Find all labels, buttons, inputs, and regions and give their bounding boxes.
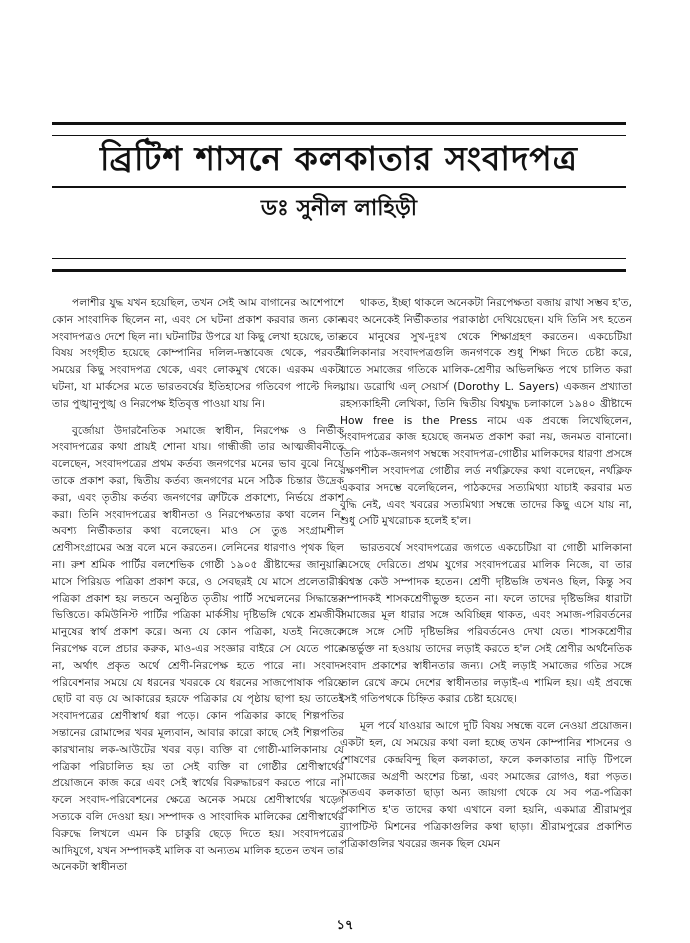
title-rule-top [52, 122, 626, 136]
title-rule-bottom [52, 258, 626, 272]
left-column [52, 295, 344, 920]
article-title: ব্রিটিশ শাসনে কলকাতার সংবাদপত্র [100, 139, 578, 178]
article-author: ডঃ সুনীল লাহিড়ী [260, 196, 418, 221]
paragraph: মূল পর্বে যাওয়ার আগে দুটি বিষয় সম্বন্ধে বলে নেওয়া প্রয়োজন। একটা হল, যে সময়ের কথা বলা হচ্ছে তখন কোম্পানির শাসনের ও শোষণের কেন্দ্রবিন্দু ছিল কলকাতা, ফলে কলকাতার নাড়ি টিপলে সমাজের অগ্রণী অংশের চিন্তা, এবং সমাজের রোগও, ধরা পড়ত। অতএব কলকাতা ছাড়া অন্য জায়গা থেকে যে সব পত্র-পত্রিকা প্রকাশিত হ'ত তাদের কথা এখানে বলা হয়নি, একমাত্র শ্রীরামপুর ব্যাপটিস্ট মিশনের পত্রিকাগুলির কথা ছাড়া। শ্রীরামপুরের প্রকাশিত পত্রিকাগুলির খবরের জনক ছিল যেমন [340, 720, 632, 850]
title-divider [52, 186, 626, 188]
paragraph: থাকত, ইচ্ছা থাকলে অনেকটা নিরপেক্ষতা বজায় রাখা সম্ভব হ'ত, এবং অনেকেই নির্ভীকতার পরাকাষ্ঠা দেখিয়েছেন। যদি তিনি সৎ হতেন তবে মানুষের সুখ-দুঃখ থেকে শিক্ষাগ্রহণ করতেন। একচেটিয়া মালিকানার সংবাদপত্রগুলি জনগণকে শুধু শিক্ষা দিতে চেষ্টা করে, যাতে সমাজের গতিকে মালিক-শ্রেণীর অভিলক্ষিত পথে চালিত করা যায়। ডরোথি এল্‌ সেয়ার্স (Dorothy L. Sayers) একজন প্রখ্যাতা রহস্যকাহিনী লেখিকা, তিনি দ্বিতীয় বিশ্বযুদ্ধ চলাকালে ১৯৪০ খ্রীষ্টাব্দে How free is the Press নামে এক প্রবন্ধে লিখেছিলেন, সংবাদপত্রের কাজ হয়েছে জনমত প্রকাশ করা নয়, জনমত বানানো। তিনি পাঠক-জনগণ সম্বন্ধে সংবাদপত্র-গোষ্ঠীর মালিকদের ধারণা প্রসঙ্গে রক্ষণশীল সংবাদপত্র গোষ্ঠীর লর্ড নর্থক্লিফের কথা বলেছেন, নর্থক্লিফ একবার সদম্ভে বলেছিলেন, পাঠকদের সত্যমিথ্যা যাচাই করবার মত বুদ্ধি নেই, এবং খবরের সত্যমিথ্যা সম্বন্ধে তাদের কিছু এসে যায় না, শুধু সেটি মুখরোচক হলেই হ'ল। [340, 297, 632, 528]
paragraph: পলাশীর যুদ্ধ যখন হয়েছিল, তখন সেই আম বাগানের আশেপাশে কোন সাংবাদিক ছিলেন না, এবং সে ঘটনা প্রকাশ করবার জন্য কোন সংবাদপত্রও দেশে ছিল না। ঘটনাটির উপরে যা কিছু লেখা হয়েছে, তার বিষয় সংগৃহীত হয়েছে কোম্পানির দলিল-দস্তাবেজ থেকে, পরবর্তী সময়ের কিছু সংবাদপত্র থেকে, এবং লোকমুখ থেকে। এরকম একটা ঘটনা, যা মার্কসের মতে ভারতবর্ষের ইতিহাসের গতিবেগ পাল্টে দিল, তার পুঙ্খানুপুঙ্খ ও নিরপেক্ষ ইতিবৃত্ত পাওয়া যায় নি। [52, 297, 344, 410]
right-column [340, 295, 632, 920]
page-number: ১৭ [336, 918, 354, 933]
paragraph: বুর্জোয়া উদারনৈতিক সমাজে স্বাধীন, নিরপেক্ষ ও নির্ভীক সংবাদপত্রের কথা প্রায়ই শোনা যায়। গান্ধীজী তার আত্মজীবনীতে বলেছেন, সংবাদপত্রের প্রথম কর্তব্য জনগণের মনের ভাব বুঝে নিয়ে তাকে প্রকাশ করা, দ্বিতীয় কর্তব্য জনগণের মনে সঠিক চিন্তার উদ্রেক করা, এবং তৃতীয় কর্তব্য জনগণের ত্রুটিকে প্রকাশ্যে, নির্ভয়ে প্রকাশ করা। তিনি সংবাদপত্রের স্বাধীনতা ও নিরপেক্ষতার কথা বলেন নি, অবশ্য নির্ভীকতার কথা বলেছেন। মাও সে তুঙ সংগ্রামশীল শ্রেণীসংগ্রামের অস্ত্র বলে মনে করতেন। লেনিনের ধারণাও পৃথক ছিল না। রুশ শ্রমিক পার্টির বলশেভিক গোষ্ঠী ১৯০৫ খ্রীষ্টাব্দের জানুয়ারি মাসে পিরিয়ড পত্রিকা প্রকাশ করে, ও সেবছরই যে মাসে প্রলেতারীয় পত্রিকা প্রকাশ হয় লন্ডনে অনুষ্ঠিত তৃতীয় পার্টি সম্মেলনের সিদ্ধান্তের ভিত্তিতে। কমিউনিস্ট পার্টির পত্রিকা মার্কসীয় দৃষ্টিভঙ্গি থেকে শ্রমজীবী মানুষের স্বার্থ প্রকাশ করে। অন্য যে কোন পত্রিকা, যতই নিজেকে নিরপেক্ষ বলে প্রচার করুক, মাও-এর সংজ্ঞার বাইরে সে যেতে পারে না, অর্থাৎ প্রকৃত অর্থে শ্রেণী-নিরপেক্ষ হতে পারে না। সংবাদ-পরিবেশনার সময়ে যে ধরনের খবরকে যে ধরনের সাজপোষাক পরিয়ে ছোট বা বড় যে আকারের হরফে পত্রিকার যে পৃষ্ঠায় ছাপা হয় তাতেই সংবাদপত্রের শ্রেণীস্বার্থ ধরা পড়ে। কোন পত্রিকার কাছে শিল্পপতির সন্তানের রোমান্সের খবর মূল্যবান, আবার কারো কাছে সেই শিল্পপতির কারখানায় লক-আউটের খবর বড়। ব্যক্তি বা গোষ্ঠী-মালিকানায় যে পত্রিকা পরিচালিত হয় তা সেই ব্যক্তি বা গোষ্ঠীর শ্রেণীস্বার্থের প্রয়োজনে কাজ করে এবং সেই স্বার্থের বিরুদ্ধাচরণ করতে পারে না। ফলে সংবাদ-পরিবেশনের ক্ষেত্রে অনেক সময়ে শ্রেণীস্বার্থের খড়্গে সত্যকে বলি দেওয়া হয়। সম্পাদক ও সাংবাদিক মালিকের শ্রেণীস্বার্থের বিরুদ্ধে লিখলে এমন কি চাকুরি ছেড়ে দিতে হয়। সংবাদপত্রের আদিযুগে, যখন সম্পাদকই মালিক বা অন্যতম মালিক হতেন তখন তার অনেকটা স্বাধীনতা [52, 424, 344, 874]
paragraph: ভারতবর্ষে সংবাদপত্রের জগতে একচেটিয়া বা গোষ্ঠী মালিকানা এসেছে দেরিতে। প্রথম যুগের সংবাদপত্রের মালিক নিজে, বা তার বিশ্বস্ত কেউ সম্পাদক হতেন। শ্রেণী দৃষ্টিভঙ্গি তখনও ছিল, কিন্তু সব সম্পাদকই শাসকশ্রেণীভুক্ত হতেন না। ফলে তাদের দৃষ্টিভঙ্গির ধারাটা সমাজের মূল ধারার সঙ্গে অবিচ্ছিন্ন থাকত, এবং সমাজ-পরিবর্তনের সঙ্গে সঙ্গে সেটি দৃষ্টিভঙ্গির পরিবর্তনেও দেখা যেত। শাসকশ্রেণীর অন্তর্ভুক্ত না হওয়ায় তাদের লড়াই করতে হ'ল সেই শ্রেণীর অর্থনৈতিক সংবাদ প্রকাশের স্বাধীনতার জন্য। সেই লড়াই সমাজের গতির সঙ্গে তাল রেখে ক্রমে দেশের স্বাধীনতার লড়াই-এ শামিল হয়। এই প্রবন্ধে সেই গতিপথকে চিহ্নিত করার চেষ্টা হয়েছে। [340, 542, 632, 706]
title-block [52, 122, 626, 286]
